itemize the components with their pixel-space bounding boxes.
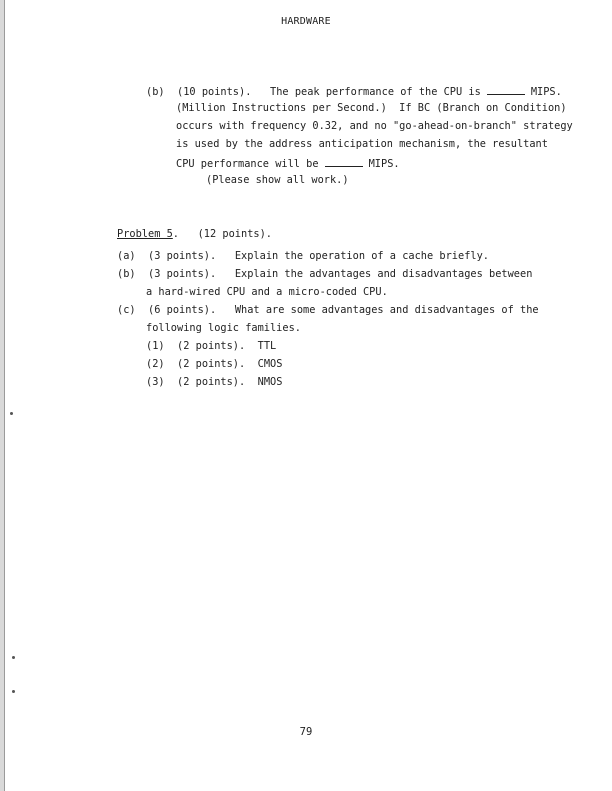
problem-5-points: (12 points).	[197, 228, 273, 240]
part-b-line-3: occurs with frequency 0.32, and no "go-ahead-on-branch" strategy	[176, 120, 573, 132]
part-b-label: (b)	[146, 86, 165, 98]
part-b-line-5	[176, 156, 400, 170]
part-b-line5-unit: MIPS.	[368, 158, 400, 170]
problem-5-title: Problem 5	[117, 228, 173, 240]
list-item	[146, 340, 276, 352]
part-b-line-4: is used by the address anticipation mechanism, the resultant	[176, 138, 548, 150]
list-item	[146, 358, 282, 370]
part-b-line5-text: CPU performance will be	[176, 158, 319, 170]
answer-blank-peak-mips	[487, 84, 525, 95]
part-b-line1-text: The peak performance of the CPU is	[270, 86, 481, 98]
problem-5a	[117, 250, 489, 262]
item-points: (2 points).	[177, 358, 246, 370]
problem-5a-points: (3 points).	[148, 250, 217, 262]
problem-5c-text: What are some advantages and disadvantages of the	[234, 304, 539, 316]
item-points: (2 points).	[177, 340, 246, 352]
problem-5a-label: (a)	[117, 250, 136, 262]
problem-5b-continuation: a hard-wired CPU and a micro-coded CPU.	[146, 286, 388, 298]
part-b-instruction: (Please show all work.)	[206, 174, 349, 186]
list-item	[146, 376, 282, 388]
problem-5b	[117, 268, 532, 280]
answer-blank-resultant-mips	[325, 156, 363, 167]
problem-5-heading	[117, 228, 272, 240]
item-text: TTL	[257, 340, 277, 352]
item-text: NMOS	[257, 376, 283, 388]
part-b-line-2: (Million Instructions per Second.) If BC (Branch on Condition)	[176, 102, 567, 114]
scan-speck	[12, 690, 15, 693]
part-b-points: (10 points).	[177, 86, 252, 98]
page-number: 79	[299, 726, 313, 738]
item-text: CMOS	[257, 358, 283, 370]
problem-5c-points: (6 points).	[148, 304, 217, 316]
problem-5a-text: Explain the operation of a cache briefly.	[234, 250, 489, 262]
problem-5c-continuation: following logic families.	[146, 322, 301, 334]
scan-speck	[12, 656, 15, 659]
item-label: (3)	[146, 376, 165, 388]
item-points: (2 points).	[177, 376, 246, 388]
problem-5b-points: (3 points).	[148, 268, 217, 280]
problem-5b-text: Explain the advantages and disadvantages between	[234, 268, 533, 280]
item-label: (2)	[146, 358, 165, 370]
problem-5c	[117, 304, 539, 316]
scan-edge-line	[4, 0, 5, 791]
problem-5-title-suffix: .	[172, 228, 179, 240]
item-label: (1)	[146, 340, 165, 352]
problem-5b-label: (b)	[117, 268, 136, 280]
scan-speck	[10, 412, 13, 415]
problem-5c-label: (c)	[117, 304, 136, 316]
part-b-line-1	[146, 84, 562, 98]
part-b-line1-unit: MIPS.	[530, 86, 562, 98]
page-header: HARDWARE	[281, 16, 331, 27]
